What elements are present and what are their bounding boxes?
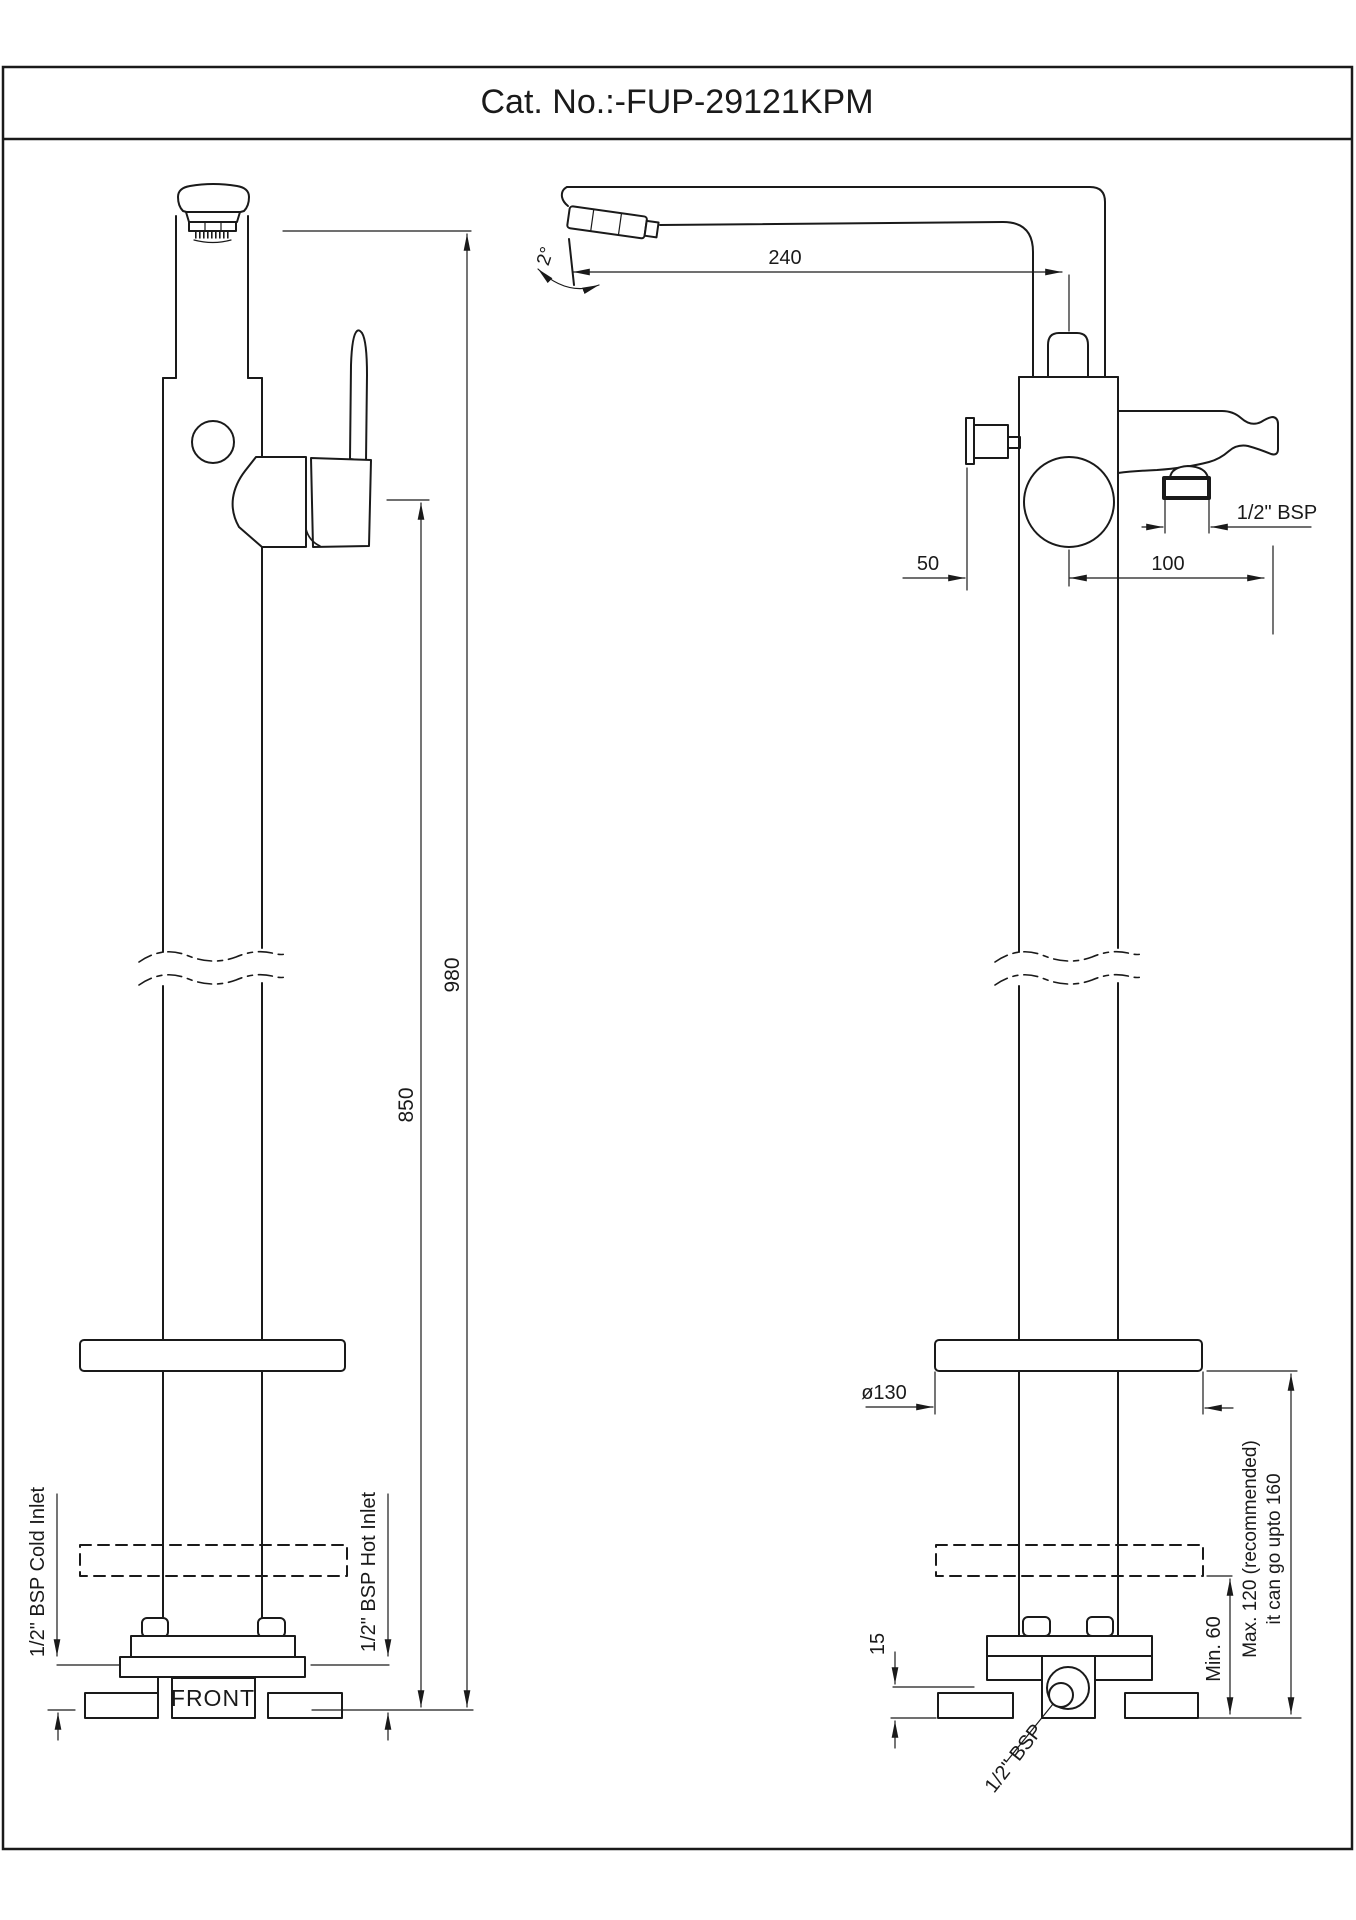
floor-inlet-port-inner	[1049, 1683, 1073, 1707]
dim-850-label: 850	[395, 1087, 418, 1123]
break-lines-front	[139, 952, 288, 985]
spout-side	[562, 187, 1105, 377]
dim-240-label: 240	[768, 247, 802, 269]
valve-body-side	[1024, 457, 1114, 547]
soap-dish-front	[80, 1340, 345, 1371]
handle-end-block	[311, 458, 371, 547]
title-block	[3, 67, 1352, 1849]
front-label: FRONT	[170, 1685, 256, 1711]
shower-holder-side	[1118, 411, 1278, 473]
deck-level-dashed-side	[936, 1545, 1203, 1576]
shower-outlet-bsp-label: 1/2" BSP	[1236, 502, 1318, 524]
outlet-fitting-side	[1164, 466, 1209, 498]
dim-max120-label-line1: Max. 120 (recommended)	[1240, 1440, 1261, 1658]
handle-pivot-body	[233, 457, 306, 547]
dim-15-label: 15	[867, 1632, 889, 1656]
handle-front	[233, 330, 371, 547]
soap-dish-side	[935, 1340, 1202, 1371]
base-side	[938, 1617, 1198, 1718]
dim-angle-label: 2°	[532, 244, 559, 269]
hot-inlet-label: 1/2" BSP Hot Inlet	[358, 1491, 380, 1653]
dim-min60-label: Min. 60	[1203, 1616, 1225, 1682]
base-front	[85, 1618, 342, 1718]
dim-dia130-label: ø130	[861, 1382, 907, 1404]
riser-pipe-side	[1048, 333, 1088, 377]
column-front	[163, 378, 262, 1636]
dim-50-label: 50	[916, 553, 940, 575]
page-title: Cat. No.:-FUP-29121KPM	[480, 83, 874, 121]
spout-angle-annotation	[533, 239, 599, 289]
handle-lever-blade	[350, 330, 367, 461]
diverter-knob-side	[966, 418, 1020, 464]
side-view	[533, 187, 1317, 1797]
diverter-button-front	[192, 421, 234, 463]
dim-980-label: 980	[441, 957, 464, 993]
front-dimensions	[27, 231, 473, 1740]
dim-100-label: 100	[1151, 553, 1185, 575]
side-dimensions	[861, 468, 1317, 1797]
cold-inlet-label: 1/2" BSP Cold Inlet	[27, 1486, 49, 1658]
aerator-side	[567, 206, 659, 240]
spout-head-front	[178, 184, 249, 243]
page-border	[3, 67, 1352, 1849]
floor-inlet-bsp-label: 1/2" BSP	[980, 1720, 1048, 1798]
break-lines-side	[995, 952, 1144, 985]
front-view	[27, 184, 473, 1740]
dim-max120-label-line2: it can go upto 160	[1264, 1473, 1285, 1625]
deck-level-dashed-front	[80, 1545, 347, 1576]
